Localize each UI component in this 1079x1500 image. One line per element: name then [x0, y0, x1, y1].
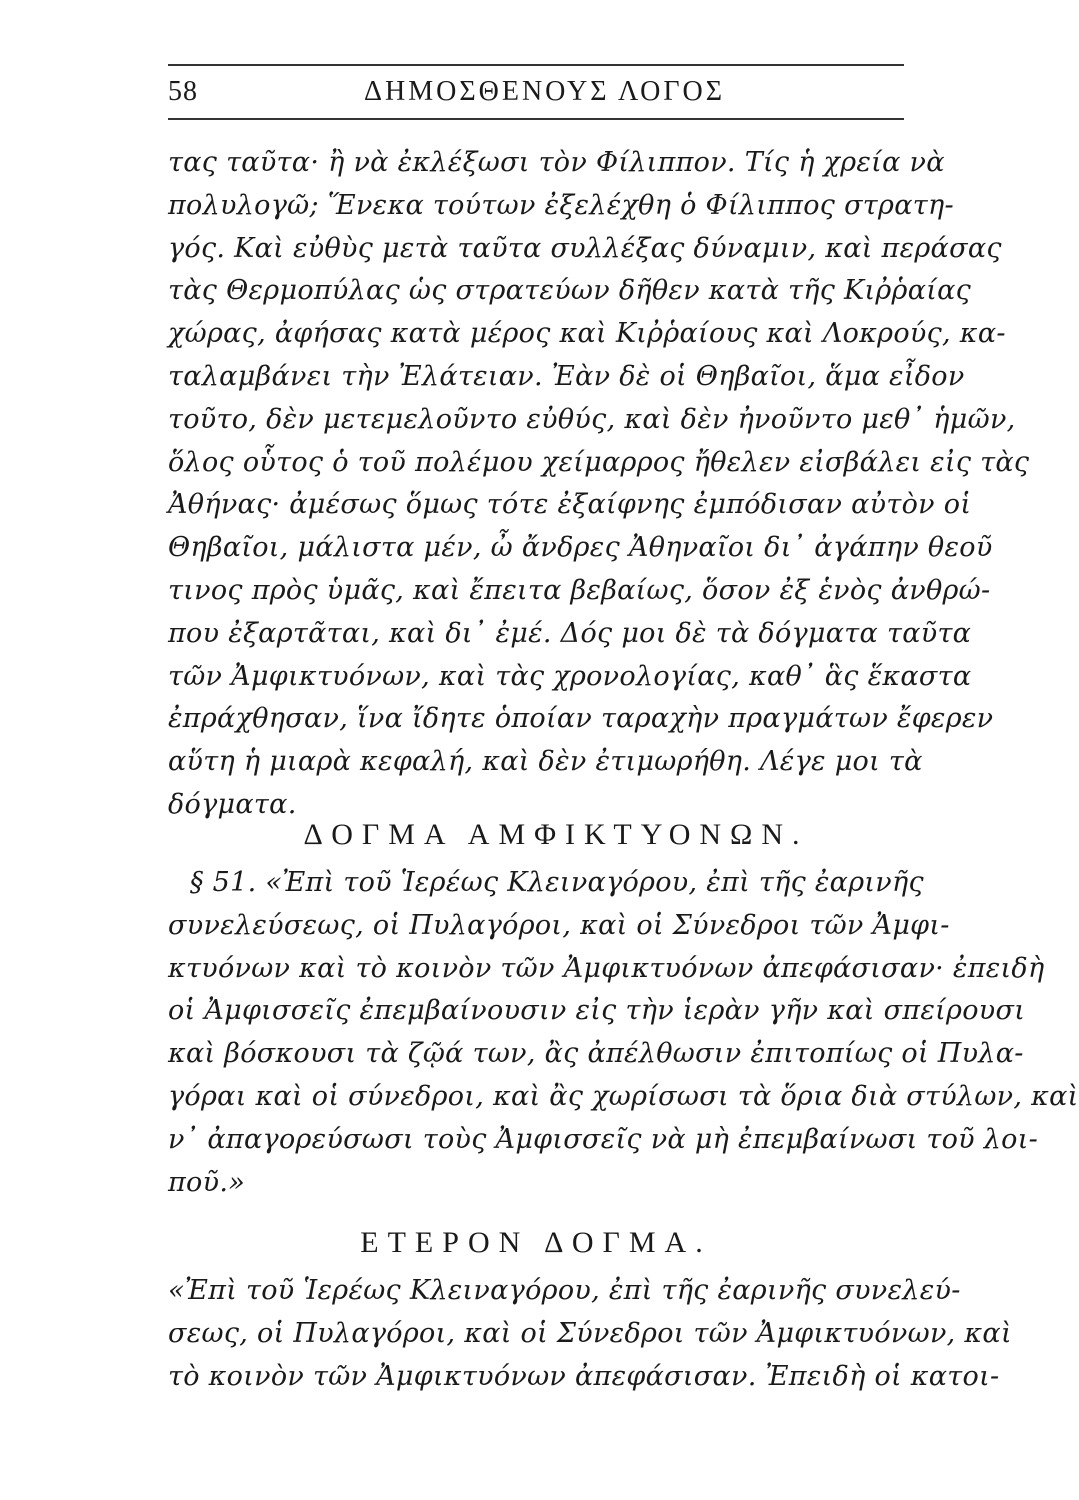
running-title: ΔΗΜΟΣΘΕΝΟΥΣ ΛΟΓΟΣ	[364, 76, 726, 107]
text-line: οἱ Ἀμφισσεῖς ἐπεμβαίνουσιν εἰς τὴν ἱερὰν γῆν καὶ σπείρουσι	[168, 995, 1026, 1027]
text-line: ἐπράχθησαν, ἵνα ἴδητε ὁποίαν ταραχὴν πραγμάτων ἔφερεν	[168, 703, 994, 735]
decree-paragraph-1	[168, 862, 1079, 1204]
text-line: τὸ κοινὸν τῶν Ἀμφικτυόνων ἀπεφάσισαν. Ἐπειδὴ οἱ κατοι-	[168, 1360, 1000, 1392]
text-line: τῶν Ἀμφικτυόνων, καὶ τὰς χρονολογίας, καθ᾽ ἃς ἕκαστα	[168, 660, 972, 692]
text-line: ταλαμβάνει τὴν Ἐλάτειαν. Ἐὰν δὲ οἱ Θηβαῖοι, ἅμα εἶδον	[168, 360, 965, 392]
text-line: Θηβαῖοι, μάλιστα μέν, ὦ ἄνδρες Ἀθηναῖοι δι᾽ ἀγάπην θεοῦ	[168, 532, 993, 564]
text-line: κτυόνων καὶ τὸ κοινὸν τῶν Ἀμφικτυόνων ἀπεφάσισαν· ἐπειδὴ	[168, 952, 1045, 984]
text-line: χώρας, ἀφήσας κατὰ μέρος καὶ Κιῤῥαίους καὶ Λοκρούς, κα-	[168, 318, 1006, 350]
text-line: ποῦ.»	[168, 1166, 246, 1198]
header-rule-top	[168, 64, 904, 66]
main-paragraph	[168, 142, 1030, 827]
text-line: καὶ βόσκουσι τὰ ζῷά των, ἂς ἀπέλθωσιν ἐπιτοπίως οἱ Πυλα-	[168, 1038, 1024, 1070]
text-line: συνελεύσεως, οἱ Πυλαγόροι, καὶ οἱ Σύνεδροι τῶν Ἀμφι-	[168, 909, 950, 941]
text-line: τὰς Θερμοπύλας ὡς στρατεύων δῆθεν κατὰ τῆς Κιῤῥαίας	[168, 275, 972, 307]
text-line: τοῦτο, δὲν μετεμελοῦντο εὐθύς, καὶ δὲν ἠνοῦντο μεθ᾽ ἡμῶν,	[168, 403, 1016, 435]
text-line: τας ταῦτα· ἢ νὰ ἐκλέξωσι τὸν Φίλιππον. Τίς ἡ χρεία νὰ	[168, 147, 945, 178]
decree-paragraph-2	[168, 1270, 1012, 1398]
text-line: «Ἐπὶ τοῦ Ἱερέως Κλειναγόρου, ἐπὶ τῆς ἐαρινῆς συνελεύ-	[168, 1275, 961, 1306]
text-line: ν᾽ ἀπαγορεύσωσι τοὺς Ἀμφισσεῖς νὰ μὴ ἐπεμβαίνωσι τοῦ λοι-	[168, 1123, 1039, 1155]
text-line: σεως, οἱ Πυλαγόροι, καὶ οἱ Σύνεδροι τῶν Ἀμφικτυόνων, καὶ	[168, 1317, 1012, 1349]
header-rule-bottom	[168, 118, 904, 120]
text-line: που ἐξαρτᾶται, καὶ δι᾽ ἐμέ. Δός μοι δὲ τὰ δόγματα ταῦτα	[168, 617, 972, 649]
text-line: Ἀθήνας· ἀμέσως ὅμως τότε ἐξαίφνης ἐμπόδισαν αὐτὸν οἱ	[168, 489, 972, 521]
text-line: πολυλογῶ; Ἕνεκα τούτων ἐξελέχθη ὁ Φίλιππος στρατη-	[168, 189, 954, 221]
text-line: γόραι καὶ οἱ σύνεδροι, καὶ ἂς χωρίσωσι τὰ ὅρια διὰ στύλων, καὶ	[168, 1080, 1079, 1112]
text-line: αὕτη ἡ μιαρὰ κεφαλή, καὶ δὲν ἐτιμωρήθη. Λέγε μοι τὰ	[168, 746, 923, 778]
page-header	[168, 62, 904, 112]
section-heading-decree: ΔΟΓΜΑ ΑΜΦΙΚΤΥΟΝΩΝ.	[303, 818, 809, 851]
text-line: ὅλος οὗτος ὁ τοῦ πολέμου χείμαρρος ἤθελεν εἰσβάλει εἰς τὰς	[168, 446, 1030, 478]
text-line: γός. Καὶ εὐθὺς μετὰ ταῦτα συλλέξας δύναμιν, καὶ περάσας	[168, 232, 1002, 264]
page-number: 58	[168, 76, 198, 107]
section-heading-other-decree: ΕΤΕΡΟΝ ΔΟΓΜΑ.	[360, 1226, 712, 1259]
text-line: δόγματα.	[168, 788, 297, 820]
text-line: τινος πρὸς ὑμᾶς, καὶ ἔπειτα βεβαίως, ὅσον ἐξ ἑνὸς ἀνθρώ-	[168, 574, 991, 606]
text-line: § 51. «Ἐπὶ τοῦ Ἱερέως Κλειναγόρου, ἐπὶ τῆς ἐαρινῆς	[190, 867, 924, 898]
